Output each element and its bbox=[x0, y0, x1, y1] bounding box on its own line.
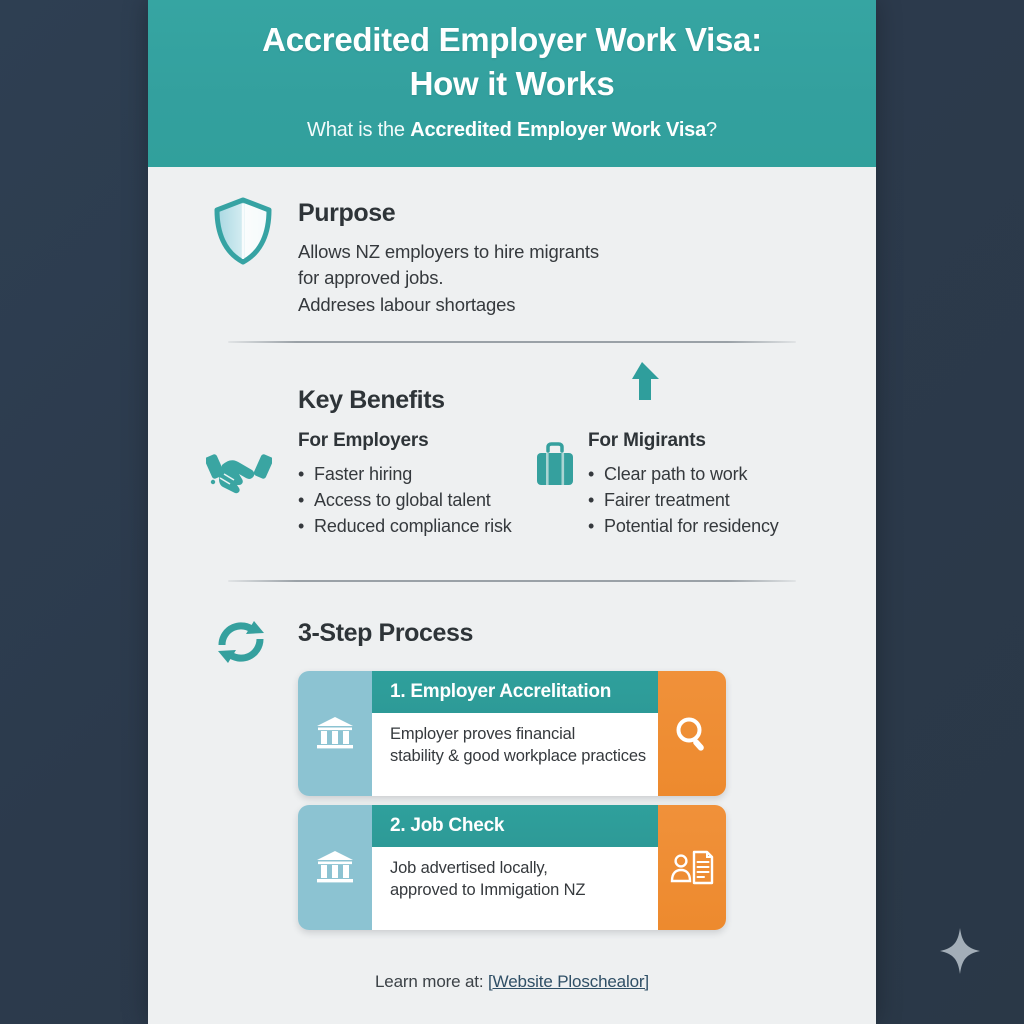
divider-2 bbox=[228, 580, 796, 582]
step-1-content bbox=[372, 671, 658, 796]
employers-benefit-list bbox=[298, 462, 548, 540]
step-1-left-panel bbox=[298, 671, 372, 796]
step-2-left-panel bbox=[298, 805, 372, 930]
step-1-title: 1. Employer Accrelitation bbox=[372, 671, 658, 713]
header-subtitle-prefix: What is the bbox=[307, 119, 411, 142]
bank-building-icon bbox=[315, 715, 355, 753]
header-subtitle-bold: Accredited Employer Work Visa bbox=[410, 119, 707, 142]
footer-prefix: Learn more at: bbox=[375, 972, 484, 991]
list-item: • Fairer treatment bbox=[588, 488, 838, 514]
refresh-cycle-icon bbox=[210, 613, 272, 671]
step-2-desc-line-1: Job advertised locally, bbox=[390, 859, 548, 877]
footer-website-link[interactable]: [Website Ploschealor] bbox=[488, 972, 649, 991]
header-band bbox=[148, 0, 876, 167]
purpose-text-line-3: Addreses labour shortages bbox=[298, 293, 516, 315]
list-item: • Reduced compliance risk bbox=[298, 514, 548, 540]
list-item: • Clear path to work bbox=[588, 462, 838, 488]
sparkle-icon bbox=[940, 928, 980, 974]
migrants-subheading: For Migirants bbox=[588, 430, 706, 451]
process-step-card-1[interactable] bbox=[298, 671, 726, 796]
divider-1 bbox=[228, 341, 796, 343]
process-section bbox=[148, 583, 876, 943]
migrants-benefit-list bbox=[588, 462, 838, 540]
handshake-icon bbox=[206, 445, 272, 503]
step-1-desc-line-2: stability & good workplace practices bbox=[390, 746, 646, 765]
list-item: • Faster hiring bbox=[298, 462, 548, 488]
header-subtitle bbox=[307, 119, 717, 142]
step-1-description bbox=[372, 713, 658, 796]
shield-icon bbox=[212, 197, 274, 265]
purpose-text-line-1: Allows NZ employers to hire migrants bbox=[298, 241, 599, 262]
header-subtitle-suffix: ? bbox=[706, 119, 717, 142]
list-item: • Access to global talent bbox=[298, 488, 548, 514]
step-2-right-panel bbox=[658, 805, 726, 930]
page-title-line-1: Accredited Employer Work Visa: bbox=[262, 21, 762, 58]
list-item: • Potential for residency bbox=[588, 514, 838, 540]
person-document-icon bbox=[670, 848, 714, 888]
employers-subheading: For Employers bbox=[298, 430, 429, 451]
bank-building-icon bbox=[315, 849, 355, 887]
process-step-card-2[interactable] bbox=[298, 805, 726, 930]
purpose-section bbox=[148, 167, 876, 350]
benefits-section bbox=[148, 350, 876, 583]
step-1-right-panel bbox=[658, 671, 726, 796]
purpose-heading: Purpose bbox=[298, 199, 396, 227]
benefits-heading: Key Benefits bbox=[298, 386, 445, 414]
up-arrow-icon bbox=[618, 358, 666, 406]
step-1-desc-line-1: Employer proves financial bbox=[390, 725, 576, 743]
magnifying-glass-icon bbox=[672, 714, 712, 754]
infographic-card bbox=[148, 0, 876, 1024]
footer-note bbox=[148, 972, 876, 992]
step-2-content bbox=[372, 805, 658, 930]
page-title-line-2: How it Works bbox=[409, 64, 615, 102]
process-heading: 3-Step Process bbox=[298, 619, 474, 647]
purpose-body bbox=[298, 239, 718, 318]
step-2-title: 2. Job Check bbox=[372, 805, 658, 847]
purpose-text-line-2: for approved jobs. bbox=[298, 267, 444, 289]
step-2-description bbox=[372, 847, 658, 930]
step-2-desc-line-2: approved to Immigation NZ bbox=[390, 880, 586, 899]
